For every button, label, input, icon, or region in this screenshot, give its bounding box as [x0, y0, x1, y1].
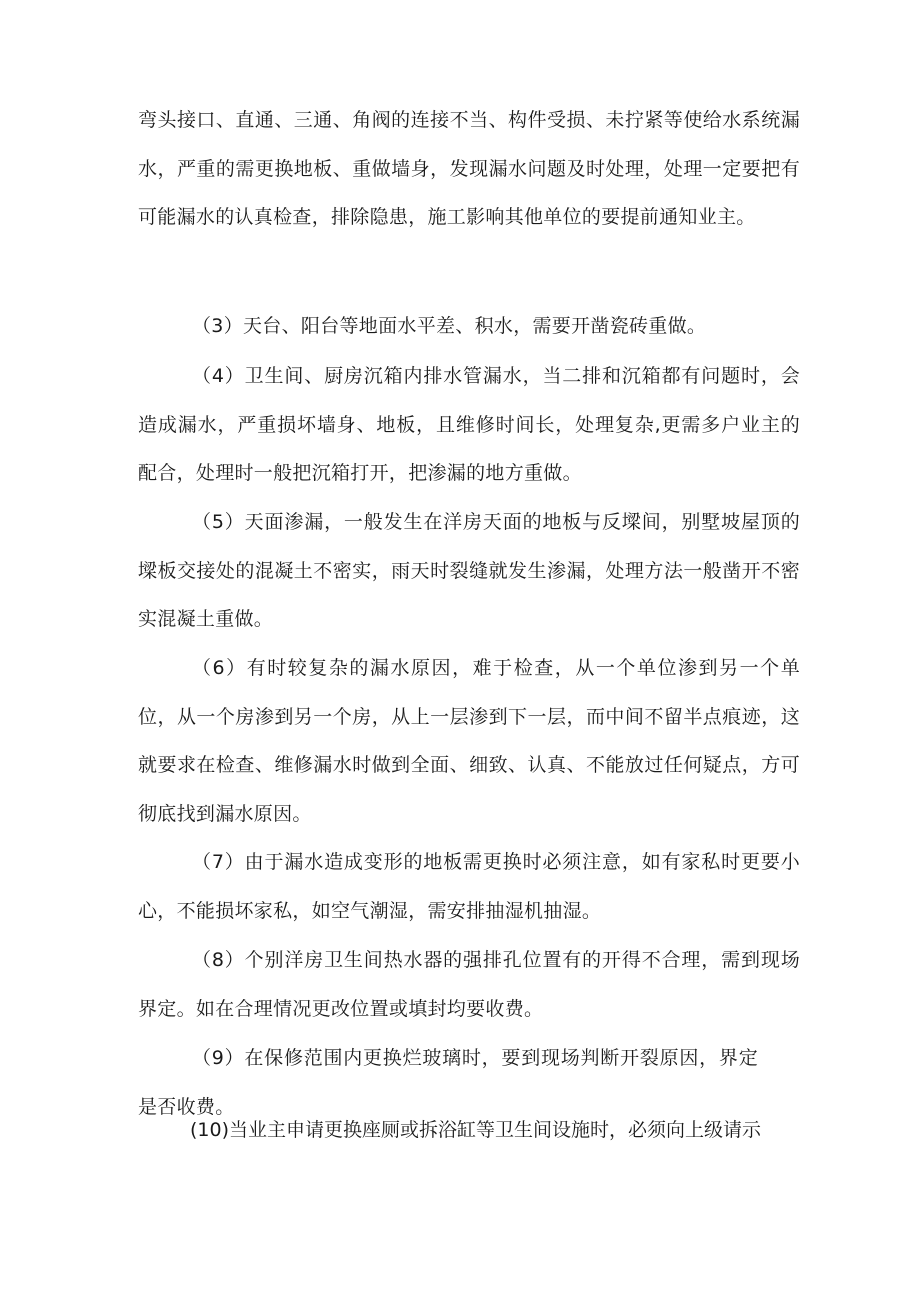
paragraph-5: （5）天面渗漏，一般发生在洋房天面的地板与反墚间，别墅坡屋顶的墚板交接处的混凝土不密实，雨天时裂缝就发生渗漏，处理方法一般凿开不密实混凝土重做。	[138, 511, 800, 631]
paragraph-2-continuation: 弯头接口、直通、三通、角阀的连接不当、构件受损、未拧紧等使给水系统漏水，严重的需更换地板、重做墙身，发现漏水问题及时处理，处理一定要把有可能漏水的认真检查，排除隐患，施工影响其他单位的要提前通知业主。	[138, 109, 800, 229]
paragraph-3: （3）天台、阳台等地面水平差、积水，需要开凿瓷砖重做。	[192, 315, 707, 337]
paragraph-7: （7）由于漏水造成变形的地板需更换时必须注意，如有家私时更要小心，不能损坏家私，如空气潮湿，需安排抽湿机抽湿。	[138, 851, 800, 922]
paragraph-10: (10)当业主申请更换座厕或拆浴缸等卫生间设施时，必须向上级请示	[190, 1119, 762, 1141]
paragraph-9: （9）在保修范围内更换烂玻璃时，要到现场判断开裂原因，界定是否收费。	[138, 1047, 758, 1118]
paragraph-4: （4）卫生间、厨房沉箱内排水管漏水，当二排和沉箱都有问题时，会造成漏水，严重损坏墙身、地板，且维修时间长，处理复杂,更需多户业主的配合，处理时一般把沉箱打开，把渗漏的地方重做。	[138, 365, 800, 485]
paragraph-6: （6）有时较复杂的漏水原因，难于检查，从一个单位渗到另一个单位，从一个房渗到另一个房，从上一层渗到下一层，而中间不留半点痕迹，这就要求在检查、维修漏水时做到全面、细致、认真、不能放过任何疑点，方可彻底找到漏水原因。	[138, 657, 800, 826]
paragraph-8: （8）个别洋房卫生间热水器的强排孔位置有的开得不合理，需到现场界定。如在合理情况更改位置或填封均要收费。	[138, 949, 800, 1020]
